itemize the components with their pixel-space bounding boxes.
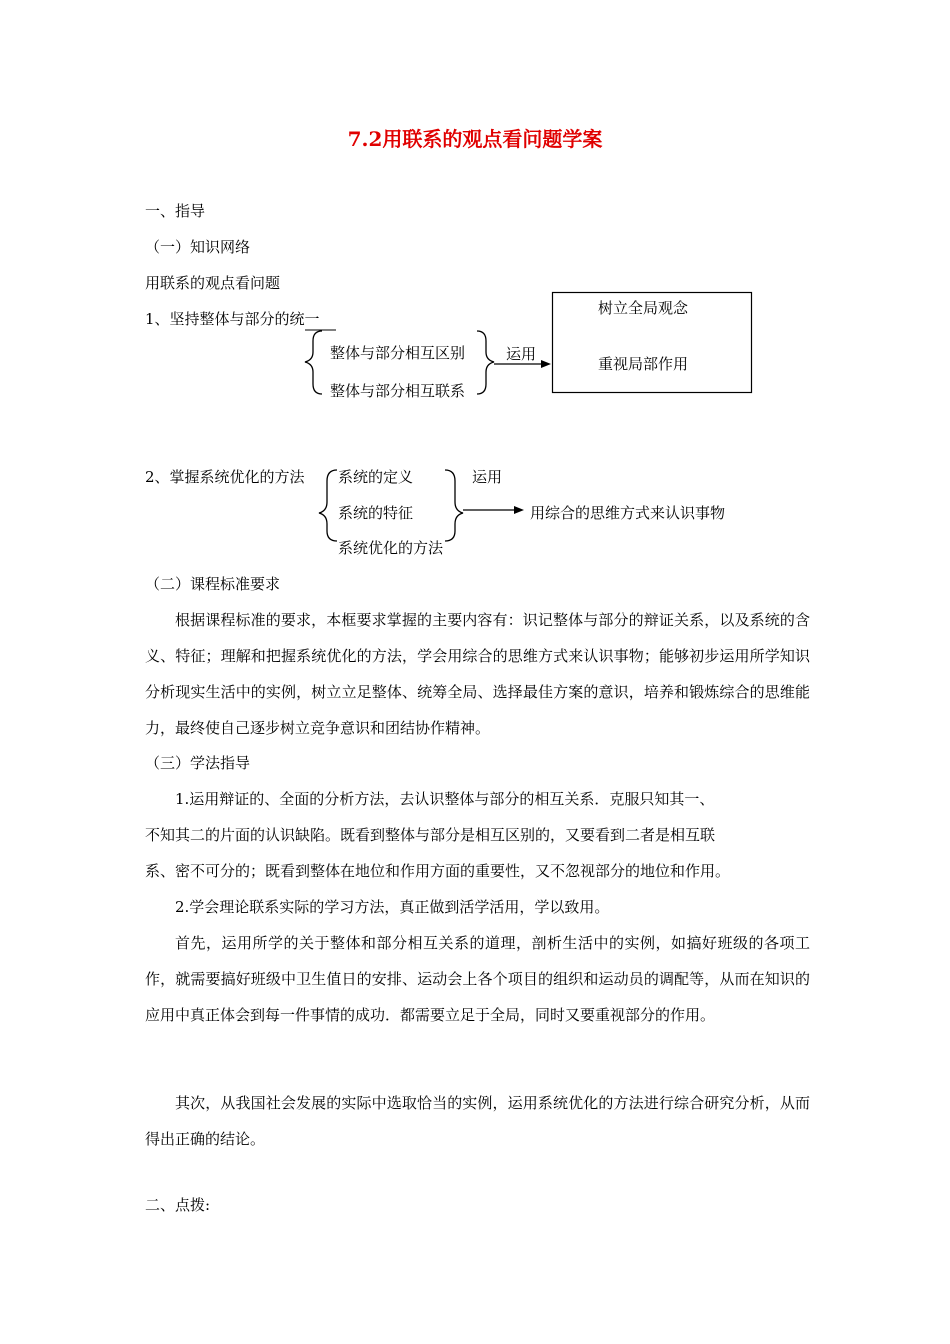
subsection-heading-knowledge-network: （一）知识网络 [145,238,251,256]
diagram1-box-line1: 树立全局观念 [598,299,689,317]
method1-line2: 不知其二的片面的认识缺陷。既看到整体与部分是相互区别的，又要看到二者是相互联 [145,826,716,844]
diagram1-box [553,293,752,393]
diagram2-result: 用综合的思维方式来认识事物 [530,504,726,522]
paragraph-first: 首先，运用所学的关于整体和部分相互关系的道理，剖析生活中的实例，如搞好班级的各项工作，就需要搞好班级中卫生值日的安排、运动会上各个项目的组织和运动员的调配等，从而在知识的应用中真正体会到每一件事情的成功．都需要立足于全局，同时又要重视部分的作用。 [145,934,810,1024]
paragraph-second: 其次，从我国社会发展的实际中选取恰当的实例，运用系统优化的方法进行综合研究分析，从而得出正确的结论。 [145,1094,810,1148]
diagram1-left-brace [305,331,322,394]
diagram1-right-brace [477,331,494,394]
section-heading-tips: 二、点拨: [145,1196,211,1214]
subsection-heading-standard: （二）课程标准要求 [145,575,281,593]
diagram1-item-distinction: 整体与部分相互区别 [330,344,466,362]
diagram2-left-brace [319,470,337,541]
diagram2-item-definition: 系统的定义 [338,468,414,486]
diagram2-item-method: 系统优化的方法 [338,539,444,557]
diagram1-item-connection: 整体与部分相互联系 [330,382,466,400]
diagram1-arrow-label: 运用 [506,345,537,363]
method1-line1: 1.运用辩证的、全面的分析方法，去认识整体与部分的相互关系．克服只知其一、 [175,790,715,808]
paragraph-standard: 根据课程标准的要求，本框要求掌握的主要内容有：识记整体与部分的辩证关系，以及系统的含义、特征；理解和把握系统优化的方法，学会用综合的思维方式来认识事物；能够初步运用所学知识分析现实生活中的实例，树立立足整体、统筹全局、选择最佳方案的意识，培养和锻炼综合的思维能力，最终使自己逐步树立竞争意识和团结协作精神。 [145,611,810,737]
diagram-lines [0,0,950,600]
diagram1-box-line2: 重视局部作用 [598,355,689,373]
page-title: 7.2用联系的观点看问题学案 [347,127,603,151]
diagram2-item-feature: 系统的特征 [338,504,414,522]
topic-label: 用联系的观点看问题 [145,274,281,292]
section-heading-guide: 一、指导 [145,202,206,220]
diagram2-right-brace [445,470,463,541]
method1-line3: 系、密不可分的；既看到整体在地位和作用方面的重要性，又不忽视部分的地位和作用。 [145,862,731,880]
diagram2-arrow-label: 运用 [472,468,503,486]
diagram2-arrow-head [514,506,524,514]
diagram1-arrow-head [541,360,551,368]
method2: 2.学会理论联系实际的学习方法，真正做到活学活用，学以致用。 [175,898,610,916]
subsection-heading-method: （三）学法指导 [145,754,251,772]
diagram1-label: 1、坚持整体与部分的统一 [145,310,320,328]
diagram2-label: 2、掌握系统优化的方法 [145,468,305,486]
